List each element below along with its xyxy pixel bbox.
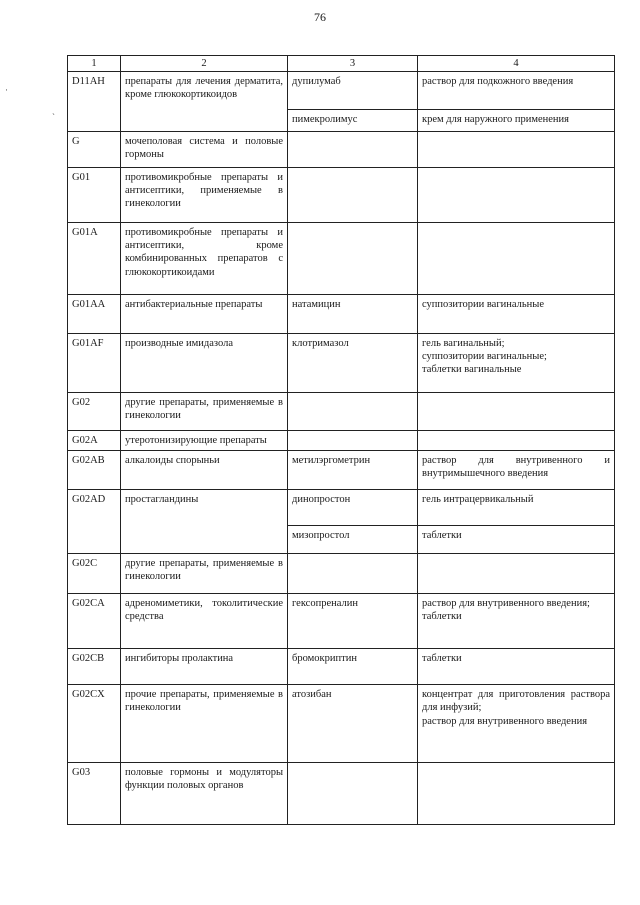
dosage-form-cell (418, 110, 615, 132)
column-header: 4 (418, 56, 615, 72)
drug-name-cell: бромокриптин (288, 649, 418, 685)
atc-code-cell: G02C (68, 554, 121, 594)
atc-group-cell: мочеполовая система и половые гормоны (121, 132, 288, 168)
drug-name-cell: пимекролимус (288, 110, 418, 132)
dosage-form-cell (418, 594, 615, 649)
dosage-form-line: концентрат для приготовления раствора для инфузий; (422, 689, 610, 714)
atc-group-cell: противомикробные препараты и антисептики, кроме комбинированных препаратов с глюкокортикоидами (121, 223, 288, 295)
page-number: 76 (314, 10, 326, 24)
dosage-form-line: раствор для внутривенного введения; (422, 598, 590, 610)
drug-name-cell (288, 763, 418, 825)
atc-group-cell: простагландины (121, 490, 288, 554)
table-row (68, 168, 615, 223)
dosage-form-cell (418, 763, 615, 825)
dosage-form-line: крем для наружного применения (422, 114, 570, 126)
margin-mark: · (5, 85, 8, 95)
drug-table (67, 55, 615, 825)
table-row (68, 334, 615, 393)
atc-group-cell: противомикробные препараты и антисептики, применяемые в гинекологии (121, 168, 288, 223)
atc-group-cell: алкалоиды спорыньи (121, 451, 288, 490)
atc-code-cell: G01AF (68, 334, 121, 393)
column-header: 3 (288, 56, 418, 72)
margin-mark: ˏ (52, 105, 55, 115)
atc-code-cell: G02AD (68, 490, 121, 554)
dosage-form-cell (418, 334, 615, 393)
column-header: 2 (121, 56, 288, 72)
drug-name-cell (288, 132, 418, 168)
drug-name-cell: натамицин (288, 295, 418, 334)
dosage-form-cell (418, 649, 615, 685)
dosage-form-line: гель интрацервикальный (422, 494, 534, 506)
table-row (68, 685, 615, 763)
dosage-form-cell (418, 431, 615, 451)
atc-group-cell: антибактериальные препараты (121, 295, 288, 334)
dosage-form-line: таблетки (422, 653, 462, 665)
atc-code-cell: G02AB (68, 451, 121, 490)
dosage-form-line: таблетки вагинальные (422, 364, 522, 376)
atc-code-cell: G02CA (68, 594, 121, 649)
atc-group-cell: другие препараты, применяемые в гинекологии (121, 554, 288, 594)
dosage-form-line: таблетки (422, 611, 462, 623)
atc-code-cell: G (68, 132, 121, 168)
drug-name-cell (288, 554, 418, 594)
dosage-form-line: раствор для внутривенного введения (422, 715, 588, 727)
drug-name-cell: динопростон (288, 490, 418, 526)
table-row (68, 649, 615, 685)
atc-code-cell: G02CB (68, 649, 121, 685)
drug-name-cell (288, 168, 418, 223)
atc-group-cell: прочие препараты, применяемые в гинекологии (121, 685, 288, 763)
atc-code-cell: G01 (68, 168, 121, 223)
dosage-form-line: раствор для внутривенного и внутримышечного введения (422, 455, 610, 480)
atc-code-cell: G03 (68, 763, 121, 825)
atc-group-cell: производные имидазола (121, 334, 288, 393)
atc-group-cell: препараты для лечения дерматита, кроме глюкокортикоидов (121, 72, 288, 132)
atc-code-cell: G01A (68, 223, 121, 295)
drug-name-cell: метилэргометрин (288, 451, 418, 490)
table-row (68, 490, 615, 526)
drug-name-cell (288, 431, 418, 451)
atc-code-cell: G01AA (68, 295, 121, 334)
table-body (68, 72, 615, 825)
drug-name-cell: клотримазол (288, 334, 418, 393)
drug-name-cell: атозибан (288, 685, 418, 763)
table-row (68, 763, 615, 825)
dosage-form-cell (418, 168, 615, 223)
dosage-form-line: раствор для подкожного введения (422, 76, 574, 88)
table-row (68, 223, 615, 295)
drug-name-cell (288, 223, 418, 295)
table-header (68, 56, 615, 72)
dosage-form-cell (418, 223, 615, 295)
atc-group-cell: другие препараты, применяемые в гинекологии (121, 393, 288, 431)
atc-code-cell: G02A (68, 431, 121, 451)
dosage-form-cell (418, 554, 615, 594)
dosage-form-line: суппозитории вагинальные (422, 299, 544, 311)
table-row (68, 72, 615, 110)
dosage-form-cell (418, 490, 615, 526)
atc-code-cell: G02 (68, 393, 121, 431)
dosage-form-cell (418, 295, 615, 334)
drug-name-cell: мизопростол (288, 526, 418, 554)
table-row (68, 554, 615, 594)
drug-name-cell (288, 393, 418, 431)
dosage-form-cell (418, 526, 615, 554)
column-header: 1 (68, 56, 121, 72)
dosage-form-cell (418, 451, 615, 490)
table-row (68, 431, 615, 451)
dosage-form-cell (418, 393, 615, 431)
dosage-form-cell (418, 72, 615, 110)
atc-group-cell: половые гормоны и модуляторы функции половых органов (121, 763, 288, 825)
dosage-form-cell (418, 132, 615, 168)
atc-code-cell: D11AH (68, 72, 121, 132)
table-row (68, 451, 615, 490)
dosage-form-line: суппозитории вагинальные; (422, 351, 547, 363)
table-row (68, 295, 615, 334)
atc-group-cell: адреномиметики, токолитические средства (121, 594, 288, 649)
atc-code-cell: G02CX (68, 685, 121, 763)
dosage-form-line: гель вагинальный; (422, 338, 505, 350)
table-row (68, 132, 615, 168)
table-row (68, 594, 615, 649)
atc-group-cell: утеротонизирующие препараты (121, 431, 288, 451)
table-row (68, 393, 615, 431)
drug-name-cell: гексопреналин (288, 594, 418, 649)
dosage-form-line: таблетки (422, 530, 462, 542)
atc-group-cell: ингибиторы пролактина (121, 649, 288, 685)
drug-name-cell: дупилумаб (288, 72, 418, 110)
dosage-form-cell (418, 685, 615, 763)
